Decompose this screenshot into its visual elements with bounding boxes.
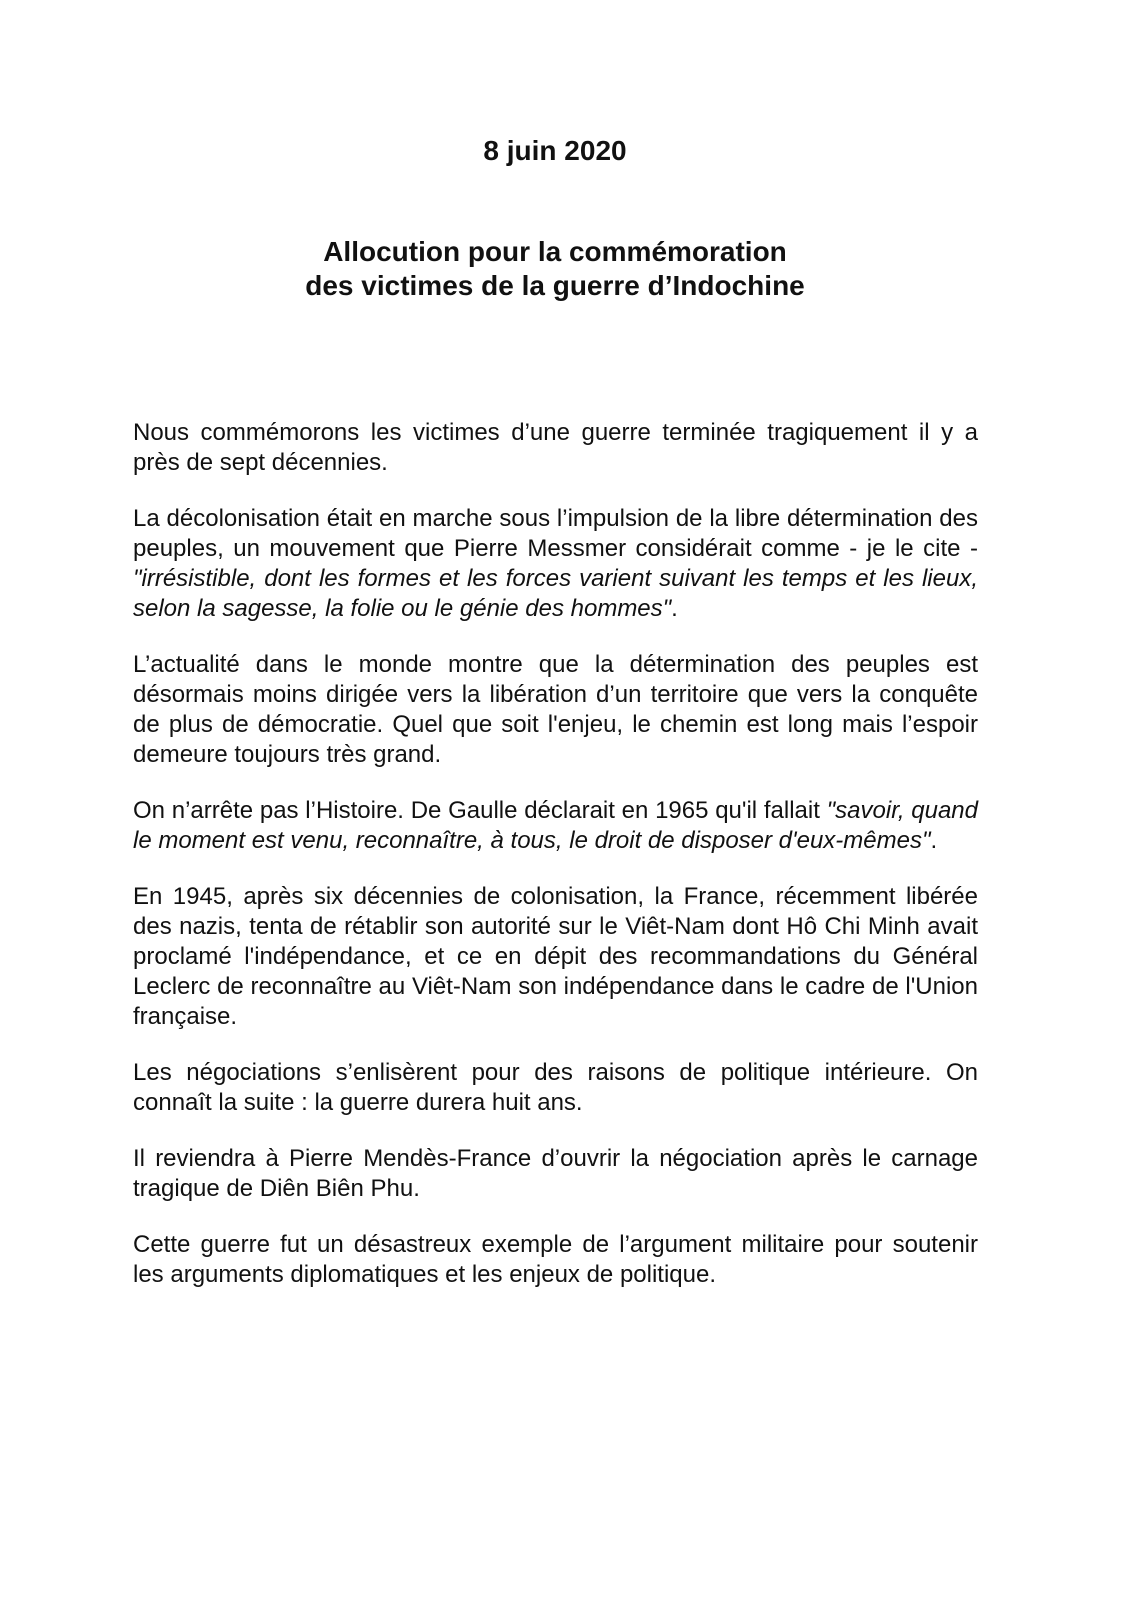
paragraph-2: [133, 504, 978, 624]
paragraph-4-text: On n’arrête pas l’Histoire. De Gaulle déclarait en 1965 qu'il fallait: [133, 797, 827, 824]
paragraph-4-quote: "savoir, quand le moment est venu, reconnaître, à tous, le droit de disposer d'eux-mêmes": [133, 797, 978, 854]
paragraph-4: [133, 796, 978, 856]
document-body: [133, 418, 978, 1316]
title-line-1: Allocution pour la commémoration: [323, 236, 787, 267]
document-date: 8 juin 2020: [483, 135, 627, 166]
paragraph-7: Il reviendra à Pierre Mendès-France d’ouvrir la négociation après le carnage tragique de Diên Biên Phu.: [133, 1145, 978, 1202]
paragraph-3: L’actualité dans le monde montre que la détermination des peuples est désormais moins dirigée vers la libération d’un territoire que vers la conquête de plus de démocratie. Quel que soit l'enjeu, le chemin est long mais l’espoir demeure toujours très grand.: [133, 651, 978, 768]
paragraph-8: Cette guerre fut un désastreux exemple de l’argument militaire pour soutenir les arguments diplomatiques et les enjeux de politique.: [133, 1231, 978, 1288]
paragraph-2-quote: "irrésistible, dont les formes et les forces varient suivant les temps et les lieux, selon la sagesse, la folie ou le génie des hommes": [133, 565, 978, 622]
paragraph-2-text: La décolonisation était en marche sous l’impulsion de la libre détermination des peuples, un mouvement que Pierre Messmer considérait comme - je le cite -: [133, 505, 978, 562]
paragraph-6: Les négociations s’enlisèrent pour des raisons de politique intérieure. On connaît la suite : la guerre durera huit ans.: [133, 1059, 978, 1116]
paragraph-4-end: .: [930, 827, 938, 854]
paragraph-1: Nous commémorons les victimes d’une guerre terminée tragiquement il y a près de sept décennies.: [133, 419, 978, 476]
paragraph-2-end: .: [671, 595, 678, 622]
title-line-2: des victimes de la guerre d’Indochine: [305, 270, 805, 301]
document-title: [0, 235, 1110, 303]
paragraph-5: En 1945, après six décennies de colonisation, la France, récemment libérée des nazis, tenta de rétablir son autorité sur le Viêt-Nam dont Hô Chi Minh avait proclamé l'indépendance, et ce en dépit des recommandations du Général Leclerc de reconnaître au Viêt-Nam son indépendance dans le cadre de l'Union française.: [133, 883, 978, 1030]
